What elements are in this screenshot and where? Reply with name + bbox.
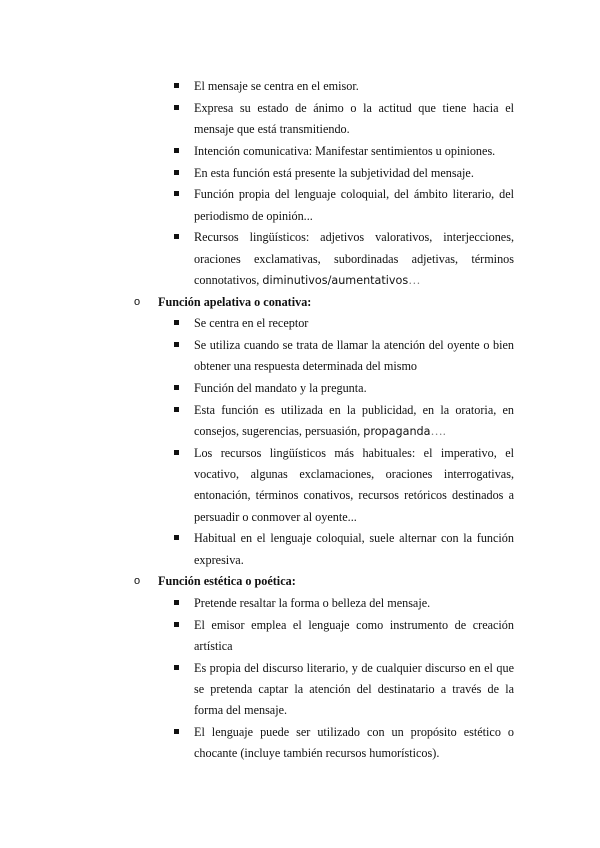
square-bullet-icon: [174, 600, 179, 605]
ellipsis: ….: [430, 424, 446, 439]
list-item-text: Función del mandato y la pregunta.: [194, 381, 367, 396]
list-item-text: Función propia del lenguaje coloquial, del ámbito literario, del periodismo de opinión...: [194, 187, 514, 223]
list-item: [194, 98, 514, 140]
square-bullet-icon: [174, 385, 179, 390]
document-page: [0, 76, 600, 765]
list-item: [194, 658, 514, 722]
square-bullet-icon: [174, 342, 179, 347]
section-heading-apelativa: [134, 292, 514, 313]
list-item-text: El emisor emplea el lenguaje como instrumento de creación artística: [194, 617, 514, 654]
list-item-text: Se centra en el receptor: [194, 316, 309, 331]
list-item: [194, 400, 514, 442]
list-item-text: En esta función está presente la subjetividad del mensaje.: [194, 165, 474, 180]
square-bullet-icon: [174, 234, 179, 239]
estetica-function-list: [0, 593, 600, 764]
list-item: [194, 76, 514, 97]
square-bullet-icon: [174, 729, 179, 734]
list-item-text: El lenguaje puede ser utilizado con un propósito estético o chocante (incluye también recursos humorísticos).: [194, 725, 514, 761]
list-item-text: Esta función es utilizada en la publicidad, en la oratoria, en consejos, sugerencias, persuasión,: [194, 402, 514, 439]
square-bullet-icon: [174, 170, 179, 175]
square-bullet-icon: [174, 320, 179, 325]
list-item-text: Pretende resaltar la forma o belleza del mensaje.: [194, 596, 431, 611]
square-bullet-icon: [174, 191, 179, 196]
list-item-tail: propaganda: [363, 425, 431, 439]
list-item-text: Los recursos lingüísticos más habituales: el imperativo, el vocativo, algunas exclamaciones, oraciones interrogativas, entonación, términos conativos, recursos retóricos destinados a persuadir o conmover al oyente...: [194, 445, 514, 524]
list-item: [194, 141, 514, 162]
list-item: [194, 227, 514, 291]
list-item: [194, 184, 514, 226]
list-item: [194, 378, 514, 399]
ellipsis: …: [408, 272, 421, 287]
square-bullet-icon: [174, 148, 179, 153]
list-item: [194, 593, 514, 614]
circle-bullet-icon: o: [134, 575, 141, 588]
list-item-text: Expresa su estado de ánimo o la actitud que tiene hacia el mensaje que está transmitiendo.: [194, 100, 514, 136]
list-item-text: Habitual en el lenguaje coloquial, suele alternar con la función expresiva.: [194, 531, 514, 567]
apelativa-function-list: [0, 313, 600, 570]
section-heading-estetica: [134, 571, 514, 592]
list-item: [194, 443, 514, 528]
list-item: [194, 313, 514, 334]
list-item-text: Recursos lingüísticos: adjetivos valorativos, interjecciones, oraciones exclamativas, subordinadas adjetivas, términos connotativos,: [194, 230, 514, 287]
list-item-text: El mensaje se centra en el emisor.: [194, 79, 359, 93]
list-item-tail: diminutivos/aumentativos: [262, 273, 409, 287]
square-bullet-icon: [174, 535, 179, 540]
square-bullet-icon: [174, 83, 179, 88]
list-item: [194, 615, 514, 657]
list-item: [194, 163, 514, 184]
square-bullet-icon: [174, 665, 179, 670]
list-item: [194, 528, 514, 570]
square-bullet-icon: [174, 450, 179, 455]
emotive-function-list: [0, 76, 600, 291]
square-bullet-icon: [174, 407, 179, 412]
list-item-text: Es propia del discurso literario, y de cualquier discurso en el que se pretenda captar la atención del destinatario a través de la forma del mensaje.: [194, 660, 514, 718]
section-title: Función apelativa o conativa:: [158, 294, 312, 309]
list-item-text: Se utiliza cuando se trata de llamar la atención del oyente o bien obtener una respuesta determinada del mismo: [194, 338, 514, 374]
list-item-text: Intención comunicativa: Manifestar sentimientos u opiniones.: [194, 143, 496, 158]
square-bullet-icon: [174, 105, 179, 110]
section-title: Función estética o poética:: [158, 574, 296, 589]
list-item: [194, 722, 514, 764]
list-item: [194, 335, 514, 377]
square-bullet-icon: [174, 622, 179, 627]
circle-bullet-icon: o: [134, 295, 141, 308]
